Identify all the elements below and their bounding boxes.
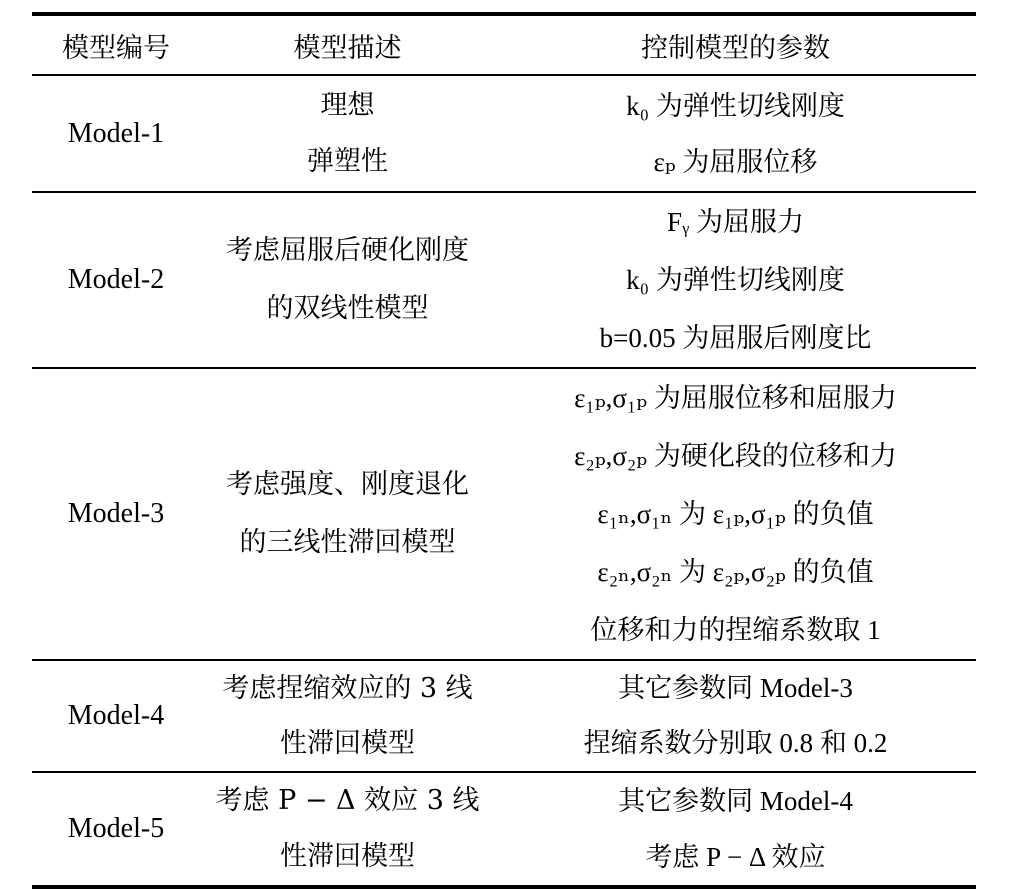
parameter-line: ε₁ₚ,σ₁ₚ 为屈服位移和屈服力 [574,383,897,413]
header-model-description: 模型描述 [293,32,402,64]
parameters-cell [495,75,976,192]
header-model-id: 模型编号 [62,32,170,64]
description-cell [200,660,495,772]
parameter-line: k₀ 为弹性切线刚度 [626,90,845,121]
parameter-line: 位移和力的捏缩系数取 1 [590,615,881,645]
model-id-cell: Model-4 [67,700,165,731]
description-line: 的三线性滞回模型 [239,527,456,558]
description-line: 考虑强度、刚度退化 [226,469,469,500]
parameters-cell [495,772,976,887]
parameter-line: 其它参数同 Model-3 [618,673,853,703]
parameter-line: 捏缩系数分别取 0.8 和 0.2 [583,728,888,758]
description-line: 理想 [320,89,375,121]
parameter-line: Fᵧ 为屈服力 [667,207,804,237]
model-id-cell: Model-3 [67,498,165,529]
header-row [32,14,976,75]
header-control-parameters: 控制模型的参数 [641,32,830,64]
description-line: 的双线性模型 [266,293,429,324]
model-parameter-table [32,12,976,889]
description-line: 考虑 P − Δ 效应 3 线 [215,785,480,816]
description-line: 性滞回模型 [280,841,415,872]
description-line: 考虑捏缩效应的 3 线 [222,673,473,704]
table-row [32,192,976,368]
model-id-cell: Model-1 [67,117,165,149]
parameter-line: 考虑 P − Δ 效应 [645,842,826,872]
table-row [32,660,976,772]
parameters-cell [495,368,976,660]
table-row [32,368,976,660]
parameter-line: εₚ 为屈服位移 [653,146,818,177]
table-row [32,75,976,192]
description-cell [200,75,495,192]
parameter-line: 其它参数同 Model-4 [618,786,853,816]
description-line: 弹塑性 [307,145,388,177]
description-cell [200,772,495,887]
description-cell [200,192,495,368]
parameter-line: b=0.05 为屈服后刚度比 [599,323,872,353]
parameters-cell [495,192,976,368]
description-cell [200,368,495,660]
table-row [32,772,976,887]
description-line: 性滞回模型 [280,728,415,759]
parameter-line: ε₁ₙ,σ₁ₙ 为 ε₁ₚ,σ₁ₚ 的负值 [597,499,874,529]
model-id-cell: Model-5 [67,813,165,844]
parameter-line: ε₂ₙ,σ₂ₙ 为 ε₂ₚ,σ₂ₚ 的负值 [597,557,874,587]
model-id-cell: Model-2 [67,264,165,295]
parameter-line: k₀ 为弹性切线刚度 [626,265,845,295]
description-line: 考虑屈服后硬化刚度 [226,235,469,266]
parameters-cell [495,660,976,772]
parameter-line: ε₂ₚ,σ₂ₚ 为硬化段的位移和力 [574,441,897,471]
